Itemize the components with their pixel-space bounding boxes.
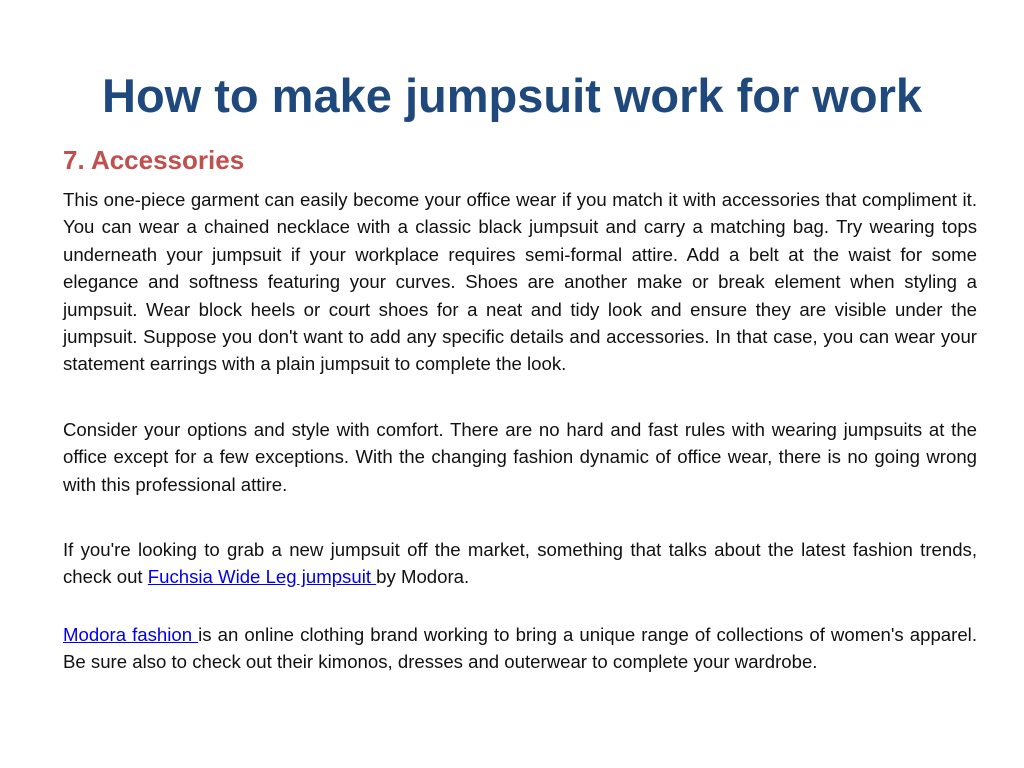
modora-fashion-link[interactable]: Modora fashion: [63, 623, 199, 645]
paragraph-text-after-link: by Modora.: [376, 566, 470, 588]
paragraph-accessories: This one-piece garment can easily become your office wear if you match it with accessories that compliment it. You can wear a chained necklace with a classic black jumpsuit and carry a matching bag. Try wearing tops underneath your jumpsuit if your workplace requires semi-formal attire. Add a belt at the waist for some elegance and softness featuring your curves. Shoes are another make or break element when styling a jumpsuit. Wear block heels or court shoes for a neat and tidy look and ensure they are visible under the jumpsuit. Suppose you don't want to add any specific details and accessories. In that case, you can wear your statement earrings with a plain jumpsuit to complete the look.: [63, 189, 977, 375]
paragraph-text-after-link: is an online clothing brand working to bring a unique range of collections of women's apparel. Be sure also to check out their kimonos, dresses and outerwear to complete your wardrobe.: [63, 623, 977, 673]
section-heading: 7. Accessories: [63, 145, 245, 175]
paragraph-options: Consider your options and style with comfort. There are no hard and fast rules with wearing jumpsuits at the office except for a few exceptions. With the changing fashion dynamic of office wear, there is no going wrong with this professional attire.: [63, 418, 977, 495]
fuchsia-wide-leg-jumpsuit-link[interactable]: Fuchsia Wide Leg jumpsuit: [147, 566, 377, 588]
paragraph-text-before-link: If you're looking to grab a new jumpsuit off the market, something that talks about the latest fashion trends, check out: [63, 539, 977, 588]
paragraph-modora: [63, 621, 977, 676]
slide-body: [63, 186, 977, 676]
slide-title: How to make jumpsuit work for work: [102, 69, 922, 122]
paragraph-new-jumpsuit: [63, 536, 977, 591]
